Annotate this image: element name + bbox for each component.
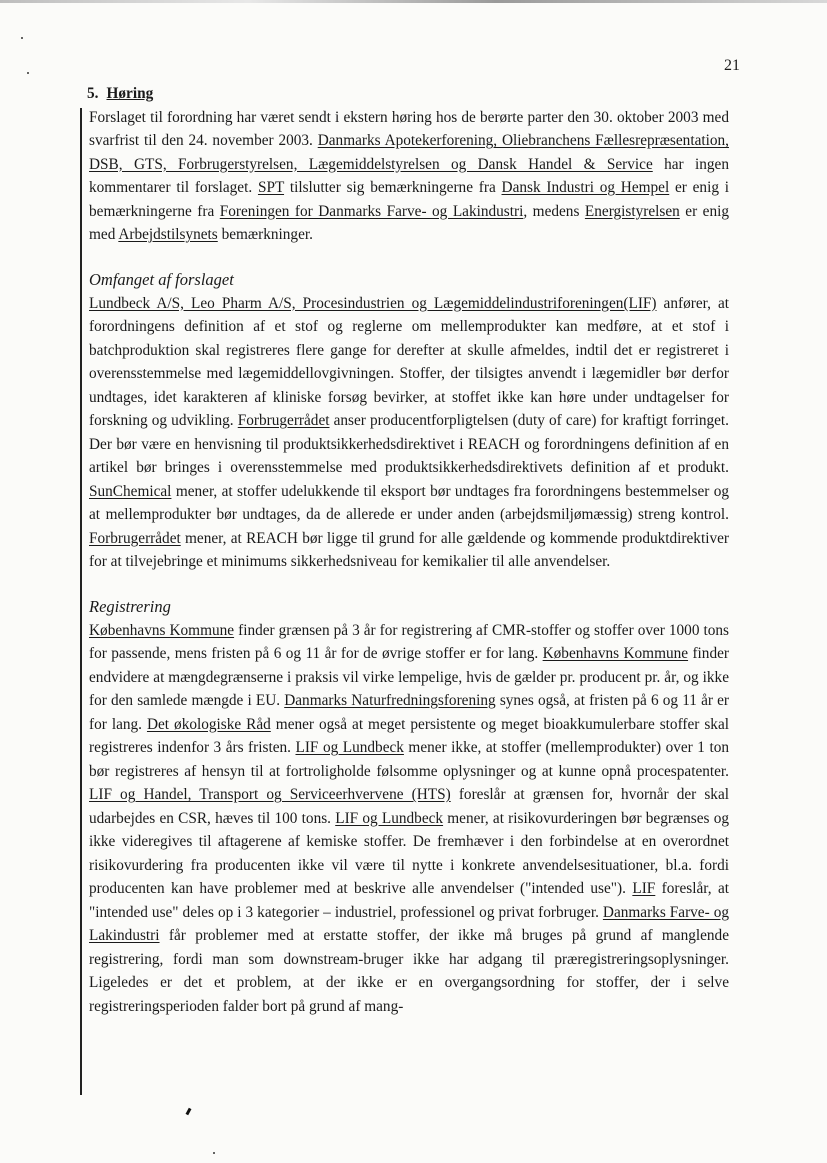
underlined-reference: SPT [257, 179, 285, 196]
subheading-registration: Registrering [89, 596, 171, 616]
underlined-reference: SunChemical [89, 482, 172, 500]
text-run: har ingen kommentarer til forslaget. [89, 155, 729, 196]
page-number: 21 [724, 57, 740, 74]
subheading-scope: Omfanget af forslaget [89, 269, 234, 289]
text-run: mener ikke, at stoffer (mellemprodukter) over 1 ton bør registreres af hensyn til at fortroligholde følsomme oplysninger og at kunne opnå procespatenter. [89, 739, 729, 780]
scan-speck [27, 72, 29, 74]
underlined-reference: Energistyrelsen [584, 202, 680, 220]
underlined-reference: LIF og Lundbeck [295, 739, 404, 756]
underlined-reference: Dansk Industri og Hempel [501, 179, 670, 196]
text-run: finder grænsen på 3 år for registrering af CMR-stoffer og stoffer over 1000 tons for passende, mens fristen på 6 og 11 år for de øvrige stoffer er for lang. [89, 621, 730, 662]
text-run: får problemer med at erstatte stoffer, der ikke må bruges på grund af manglende registrering, fordi man som downstream-bruger ikke har adgang til præregistreringsoplysninger. Ligeledes er det et problem, at der ikke er en overgangsordning for stoffer, der i selve registreringsperioden falder bort på grund af mang- [89, 927, 729, 1015]
section-title: Høring [106, 85, 154, 102]
underlined-reference: Københavns Kommune [89, 621, 235, 639]
text-run: mener også at meget persistente og meget bioakkumulerbare stoffer skal registreres indenfor 3 års fristen. [89, 715, 729, 756]
text-run: er enig i bemærkningerne fra [89, 179, 729, 220]
text-run: er enig med [89, 202, 729, 243]
text-run: mener, at REACH bør ligge til grund for alle gældende og kommende produktdirektiver for at tilvejebringe et minimums sikkerhedsniveau for kemikalier til alle anvendelser. [89, 529, 729, 570]
text-run: tilslutter sig bemærkningerne fra [284, 179, 502, 196]
section-intro-paragraph [89, 106, 729, 247]
underlined-reference: Forbrugerrådet [237, 412, 330, 429]
underlined-reference: Danmarks Naturfredningsforening [284, 692, 496, 709]
underlined-reference: Forbrugerrådet [89, 529, 181, 547]
text-run: mener, at stoffer udelukkende til eksport bør undtages fra forordningens bestemmelser og at mellemprodukter bør undtages, da de allerede er under anden (arbejdsmiljømæssig) streng kontrol. [89, 482, 729, 523]
text-run: anser producentforpligtelsen (duty of care) for kraftigt forringet. Der bør være en henvisning til produktsikkerhedsdirektivet i REACH og forordningens definition af en artikel bør bringes i overensstemmelse med produktsikkerhedsdirektivets definition af et produkt. [89, 412, 729, 476]
text-run: anfører, at forordningens definition af et stof og reglerne om mellemprodukter kan medføre, at et stof i batchproduktion skal registreres flere gange for derefter at skulle afmeldes, indtil det er registreret i overensstemmelse med lægemiddellovgivningen. Stoffer, der tilsigtes anvendt i lægemidler bør derfor undtages, idet karakteren af kliniske forsøg bevirker, at stoffet ikke kan høre under undtagelser for forskning og udvikling. [89, 294, 729, 429]
underlined-reference: Danmarks Apotekerforening, Oliebranchens Fællesrepræsentation, DSB, GTS, Forbrugerstyrelsen, Lægemiddelstyrelsen og Dansk Handel & Service [89, 132, 729, 173]
underlined-reference: Danmarks Farve- og Lakindustri [89, 903, 729, 944]
scan-speck [21, 37, 23, 39]
underlined-reference: LIF [632, 880, 656, 897]
text-run: synes også, at fristen på 6 og 11 år er for lang. [89, 692, 729, 733]
scan-edge [0, 0, 827, 3]
underlined-reference: LIF og Handel, Transport og Serviceerhvervene (HTS) [89, 786, 451, 803]
section-heading [87, 82, 729, 106]
underlined-reference: Foreningen for Danmarks Farve- og Lakindustri [219, 202, 524, 220]
scan-speck [213, 1152, 215, 1154]
underlined-reference: Lundbeck A/S, Leo Pharm A/S, Procesindustrien og Lægemiddelindustriforeningen(LIF) [89, 294, 657, 312]
paragraph-spacer [89, 574, 729, 595]
underlined-reference: Det økologiske Råd [146, 715, 271, 733]
scope-paragraph [89, 292, 729, 574]
registration-paragraph [89, 619, 729, 1019]
underlined-reference: Arbejdstilsynets [118, 226, 218, 243]
text-run: mener, at risikovurderingen bør begrænses og ikke videregives til aftagerene af kemiske stoffer. De fremhæver i den forbindelse at en overordnet risikovurdering fra producenten ikke vil være til nytte i konkrete anvendelsesituationer, bl.a. fordi producenten kan have problemer med at beskrive alle anvendelser ("intended use"). [89, 809, 729, 897]
document-body [89, 82, 729, 1018]
text-run: bemærkninger. [217, 226, 313, 243]
text-run: foreslår at grænsen for, hvornår der skal udarbejdes en CSR, hæves til 100 tons. [89, 786, 729, 827]
text-run: finder endvidere at mængdegrænserne i praksis vil virke lempelige, hvis de gælder pr. producent pr. år, og ikke for den samlede mængde i EU. [89, 645, 729, 709]
underlined-reference: Københavns Kommune [542, 645, 689, 662]
underlined-reference: LIF og Lundbeck [335, 809, 444, 827]
margin-change-bar [80, 108, 82, 1095]
pen-mark [186, 1108, 192, 1116]
text-run: foreslår, at "intended use" deles op i 3 kategorier – industriel, professionel og privat forbruger. [89, 880, 729, 921]
text-run: , medens [523, 202, 585, 220]
section-number: 5. [87, 85, 99, 102]
paragraph-spacer [89, 247, 729, 268]
text-run: Forslaget til forordning har været sendt i ekstern høring hos de berørte parter den 30. oktober 2003 med svarfrist til den 24. november 2003. [89, 108, 729, 149]
